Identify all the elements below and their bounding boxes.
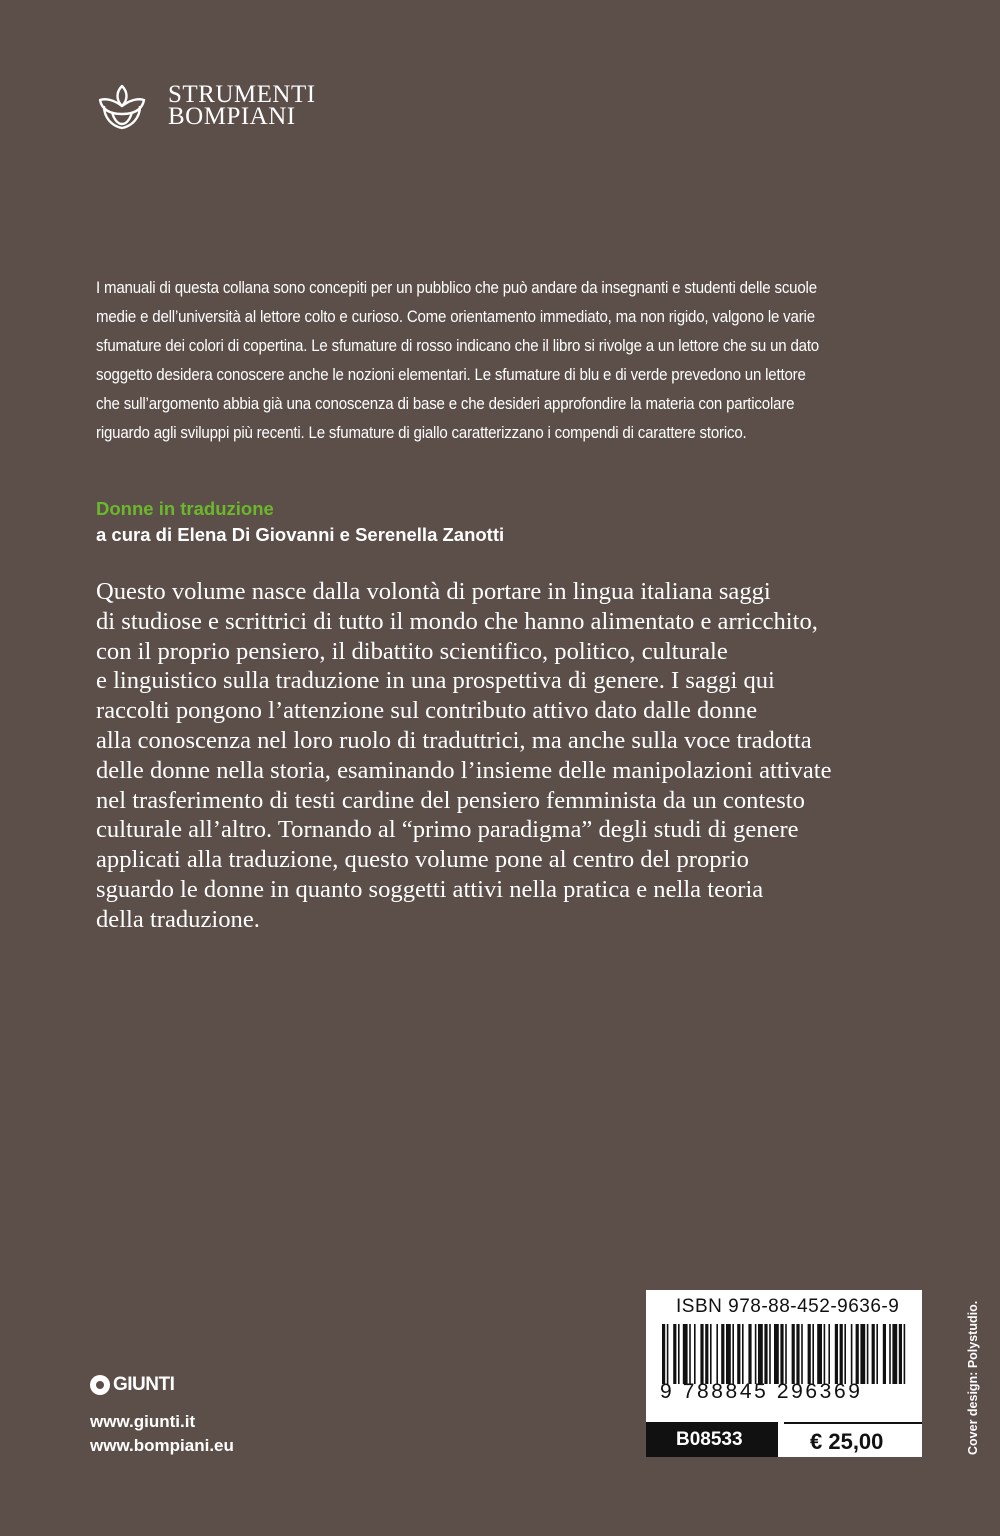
series-description-line: soggetto desidera conoscere anche le nozioni elementari. Le sfumature di blu e di verde prevedono un lettore <box>96 366 806 384</box>
series-name <box>168 81 316 130</box>
giunti-g-icon <box>90 1375 110 1395</box>
cover-design-credit: Cover design: Polystudio. <box>966 1300 980 1455</box>
book-title: Donne in traduzione <box>96 498 274 519</box>
book-editors: a cura di Elena Di Giovanni e Serenella Zanotti <box>96 524 505 545</box>
series-logo <box>96 80 316 132</box>
series-description-line: I manuali di questa collana sono concepiti per un pubblico che può andare da insegnanti e studenti delle scuole <box>96 279 817 297</box>
blurb-line: della traduzione. <box>96 905 260 933</box>
publisher-logo <box>90 1374 174 1396</box>
barcode-digits: 9 788845 296369 <box>660 1380 863 1403</box>
publisher-url-bompiani: www.bompiani.eu <box>90 1436 234 1455</box>
series-description <box>96 274 933 448</box>
blurb-line: Questo volume nasce dalla volontà di portare in lingua italiana saggi <box>96 578 771 605</box>
blurb-line: e linguistico sulla traduzione in una prospettiva di genere. I saggi qui <box>96 667 775 695</box>
isbn-text: ISBN 978-88-452-9636-9 <box>676 1296 900 1317</box>
blurb-line: alla conoscenza nel loro ruolo di traduttrici, ma anche sulla voce tradotta <box>96 726 812 754</box>
bompiani-flower-icon <box>96 80 148 132</box>
blurb-line: delle donne nella storia, esaminando l’insieme delle manipolazioni attivate <box>96 756 832 784</box>
blurb-line: con il proprio pensiero, il dibattito scientifico, politico, culturale <box>96 637 728 665</box>
blurb-line: raccolti pongono l’attenzione sul contributo attivo dato dalle donne <box>96 697 758 725</box>
barcode-box <box>646 1290 922 1457</box>
blurb-line: applicati alla traduzione, questo volume pone al centro del proprio <box>96 846 749 874</box>
book-blurb <box>96 577 832 935</box>
series-description-line: che sull’argomento abbia già una conoscenza di base e che desideri approfondire la materia con particolare <box>96 395 795 413</box>
blurb-line: sguardo le donne in quanto soggetti attivi nella pratica e nella teoria <box>96 875 764 903</box>
barcode-bars <box>660 1324 910 1384</box>
product-code: B08533 <box>646 1422 778 1457</box>
series-name-line1: STRUMENTI <box>168 81 316 108</box>
series-name-line2: BOMPIANI <box>168 103 296 130</box>
series-description-line: sfumature dei colori di copertina. Le sfumature di rosso indicano che il libro si rivolge a un lettore che su un dato <box>96 337 820 355</box>
publisher-url-giunti: www.giunti.it <box>90 1412 196 1431</box>
series-description-line: medie e dell’università al lettore colto e curioso. Come orientamento immediato, ma non rigido, valgono le varie <box>96 308 815 326</box>
price: € 25,00 <box>784 1422 922 1457</box>
publisher-name: GIUNTI <box>113 1374 175 1395</box>
blurb-line: culturale all’altro. Tornando al “primo paradigma” degli studi di genere <box>96 816 799 844</box>
series-description-line: riguardo agli sviluppi più recenti. Le sfumature di giallo caratterizzano i compendi di carattere storico. <box>96 424 747 442</box>
blurb-line: di studiose e scrittrici di tutto il mondo che hanno alimentato e arricchito, <box>96 607 818 635</box>
blurb-line: nel trasferimento di testi cardine del pensiero femminista da un contesto <box>96 786 805 814</box>
